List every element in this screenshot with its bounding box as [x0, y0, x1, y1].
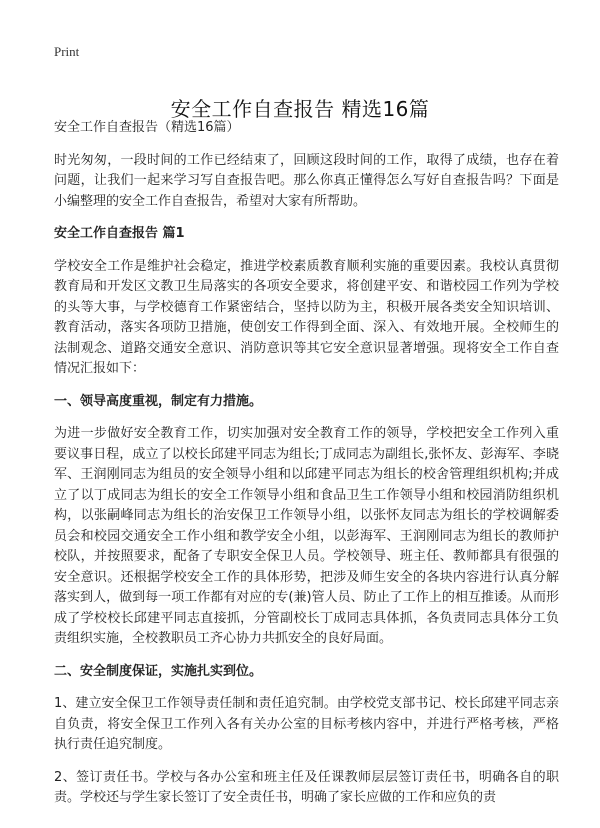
- body-paragraph: 学校安全工作是维护社会稳定，推进学校素质教育顺利实施的重要因素。我校认真贯彻教育局和开发区文教卫生局落实的各项安全要求，将创建平安、和谐校园工作列为学校的头等大事，与学校德育工作紧密结合，坚持以防为主，积极开展各类安全知识培训、教育活动，落实各项防卫措施，使创安工作得到全面、深入、有效地开展。全校师生的法制观念、道路交通安全意识、消防意识等其它安全意识显著增强。现将安全工作自查情况汇报如下：: [54, 258, 559, 376]
- section-heading: 二、安全制度保证，实施扎实到位。: [54, 663, 263, 679]
- body-paragraph: 为进一步做好安全教育工作，切实加强对安全教育工作的领导，学校把安全工作列入重要议事日程，成立了以校长邱建平同志为组长;丁成同志为副组长,张怀友、彭海军、李晓军、王润刚同志为组员的安全领导小组和以邱建平同志为组长的校舍管理组织机构;并成立了以丁成同志为组长的安全工作领导小组和食品卫生工作领导小组和校园消防组织机构，以张嗣峰同志为组长的治安保卫工作领导小组，以张怀友同志为组长的学校调解委员会和校园交通安全工作小组和教学安全小组，以彭海军、王润刚同志为组长的教师护校队，并按照要求，配备了专职安全保卫人员。学校领导、班主任、教师都具有很强的安全意识。还根据学校安全工作的具体形势，把涉及师生安全的各块内容进行认真分解落实到人，做到每一项工作都有对应的专(兼)管人员、防止了工作上的相互推诿。从而形成了学校校长邱建平同志直接抓，分管副校长丁成同志具体抓，各负责同志具体分工负责组织实施，全校教职员工齐心协力共抓安全的良好局面。: [54, 426, 559, 646]
- article-heading: 安全工作自查报告 篇1: [54, 226, 185, 241]
- print-link[interactable]: Print: [54, 44, 80, 59]
- intro-paragraph: 时光匆匆，一段时间的工作已经结束了，回顾这段时间的工作，取得了成绩，也存在着问题，让我们一起来学习写自查报告吧。那么你真正懂得怎么写好自查报告吗？下面是小编整理的安全工作自查报告，希望对大家有所帮助。: [54, 152, 559, 209]
- page-title: 安全工作自查报告 精选16篇: [170, 97, 430, 122]
- body-paragraph: 1、建立安全保卫工作领导责任制和责任追究制。由学校党支部书记、校长邱建平同志亲自负责，将安全保卫工作列入各有关办公室的目标考核内容中，并进行严格考核，严格执行责任追究制度。: [54, 696, 559, 752]
- body-paragraph: 2、签订责任书。学校与各办公室和班主任及任课教师层层签订责任书，明确各自的职责。学校还与学生家长签订了安全责任书，明确了家长应做的工作和应负的责: [54, 769, 559, 805]
- section-heading: 一、领导高度重视，制定有力措施。: [54, 393, 263, 409]
- document-body: [54, 118, 559, 821]
- subtitle: 安全工作自查报告（精选16篇）: [54, 120, 240, 135]
